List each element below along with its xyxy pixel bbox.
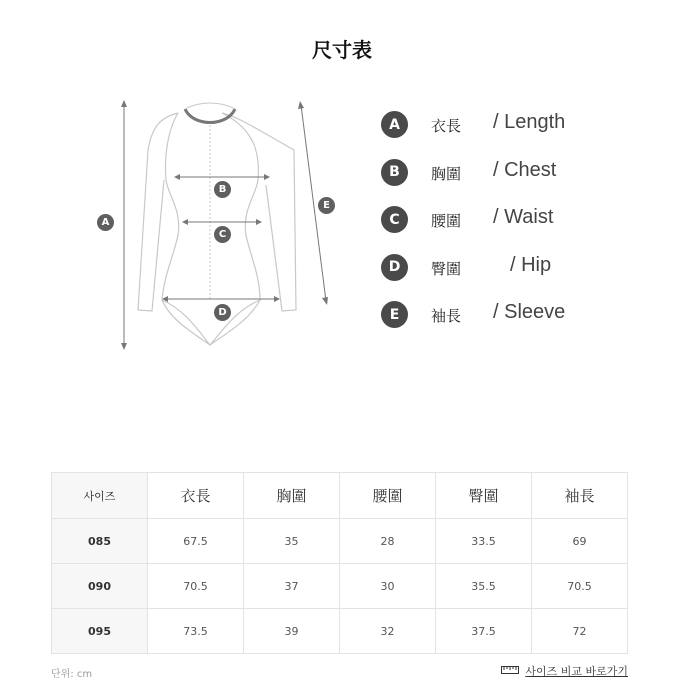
table-cell: 39 bbox=[244, 609, 340, 654]
size-cell: 090 bbox=[52, 564, 148, 609]
badge-b: B bbox=[214, 181, 231, 198]
legend-badge-b: B bbox=[381, 159, 408, 186]
table-cell: 33.5 bbox=[436, 519, 532, 564]
table-cell: 30 bbox=[340, 564, 436, 609]
table-cell: 35 bbox=[244, 519, 340, 564]
measurement-legend bbox=[381, 108, 671, 346]
column-header-sleeve: 袖長 bbox=[532, 473, 628, 519]
column-header-waist: 腰圍 bbox=[340, 473, 436, 519]
table-cell: 72 bbox=[532, 609, 628, 654]
table-cell: 69 bbox=[532, 519, 628, 564]
table-cell: 37.5 bbox=[436, 609, 532, 654]
table-cell: 37 bbox=[244, 564, 340, 609]
column-header-size: 사이즈 bbox=[52, 473, 148, 519]
size-compare-label[interactable]: 사이즈 비교 바로가기 bbox=[525, 665, 628, 678]
legend-label-ko: 臀圍 bbox=[431, 259, 462, 278]
table-row bbox=[52, 609, 628, 654]
legend-label-ko: 袖長 bbox=[431, 307, 462, 325]
badge-c: C bbox=[214, 226, 231, 243]
ruler-icon bbox=[501, 665, 519, 678]
column-header-chest: 胸圍 bbox=[244, 473, 340, 519]
size-cell: 085 bbox=[52, 519, 148, 564]
size-compare-link[interactable] bbox=[501, 663, 628, 679]
legend-row-hip bbox=[381, 251, 671, 299]
table-cell: 35.5 bbox=[436, 564, 532, 609]
legend-badge-c: C bbox=[381, 206, 408, 233]
legend-row-length bbox=[381, 108, 671, 156]
size-table bbox=[51, 472, 628, 654]
table-cell: 70.5 bbox=[148, 564, 244, 609]
badge-d: D bbox=[214, 304, 231, 321]
legend-label-en: / Hip bbox=[510, 253, 552, 276]
legend-badge-a: A bbox=[381, 111, 408, 138]
table-header-row bbox=[52, 473, 628, 519]
badge-a: A bbox=[97, 214, 114, 231]
badge-e: E bbox=[318, 197, 335, 214]
table-cell: 73.5 bbox=[148, 609, 244, 654]
legend-label-en: / Sleeve bbox=[493, 301, 566, 323]
column-header-length: 衣長 bbox=[148, 473, 244, 519]
table-cell: 28 bbox=[340, 519, 436, 564]
table-row bbox=[52, 519, 628, 564]
legend-label-en: / Waist bbox=[493, 206, 554, 228]
legend-row-waist bbox=[381, 203, 671, 251]
garment-diagram bbox=[90, 95, 350, 355]
table-cell: 70.5 bbox=[532, 564, 628, 609]
page-title: 尺寸表 bbox=[312, 38, 372, 62]
legend-label-ko: 腰圍 bbox=[431, 212, 462, 230]
legend-row-chest bbox=[381, 156, 671, 204]
legend-badge-d: D bbox=[381, 254, 408, 281]
unit-note: 단위: cm bbox=[51, 669, 93, 680]
table-cell: 32 bbox=[340, 609, 436, 654]
table-cell: 67.5 bbox=[148, 519, 244, 564]
legend-badge-e: E bbox=[381, 301, 408, 328]
legend-label-ko: 胸圍 bbox=[431, 164, 462, 183]
legend-label-ko: 衣長 bbox=[431, 117, 462, 135]
table-row bbox=[52, 564, 628, 609]
size-cell: 095 bbox=[52, 609, 148, 654]
legend-row-sleeve bbox=[381, 298, 671, 346]
legend-label-en: / Length bbox=[493, 111, 566, 133]
column-header-hip: 臀圍 bbox=[436, 473, 532, 519]
legend-label-en: / Chest bbox=[493, 158, 557, 181]
